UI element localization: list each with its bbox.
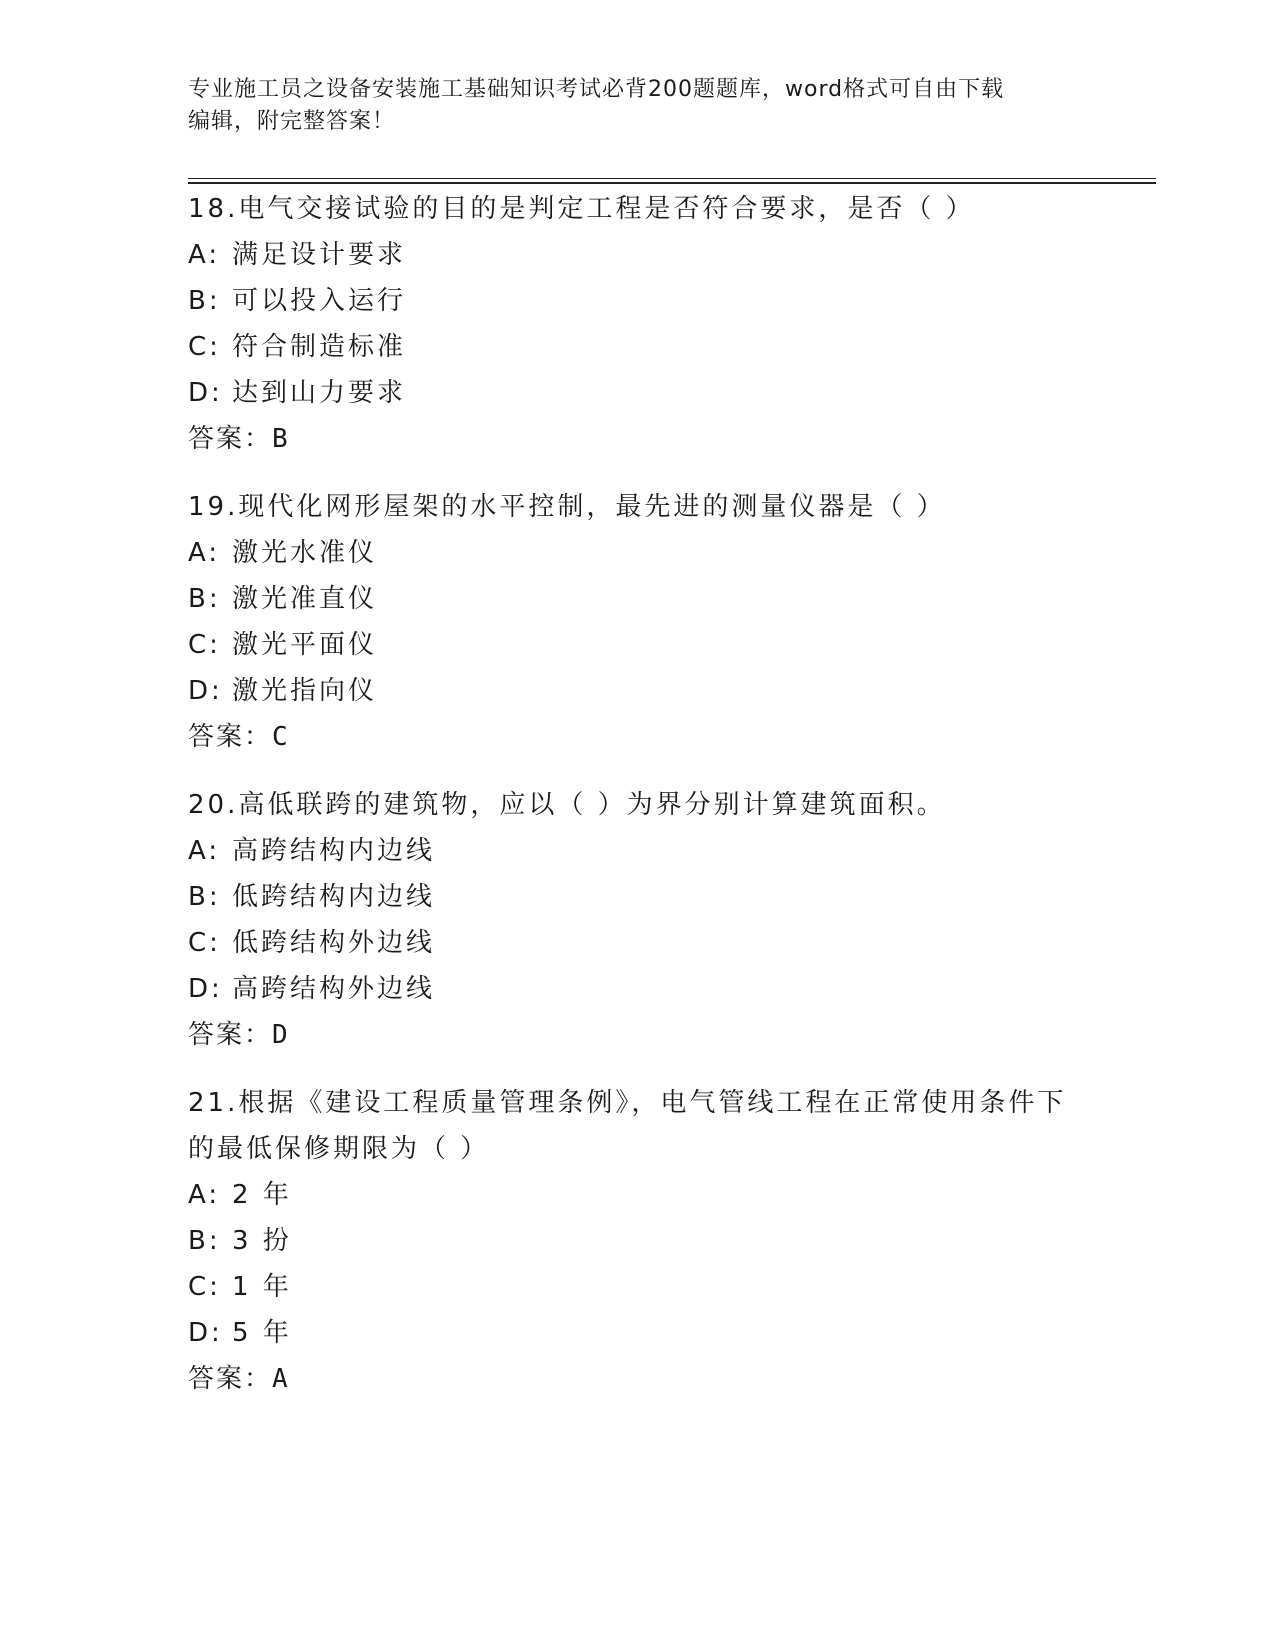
option-letter: A: — [188, 538, 221, 568]
option-c — [188, 324, 1088, 370]
option-b — [188, 278, 1088, 324]
document-header — [188, 74, 1068, 138]
option-text: 1 年 — [232, 1272, 292, 1302]
answer-label: 答案： — [188, 1020, 273, 1050]
option-text: 激光水准仪 — [232, 538, 378, 568]
answer-label: 答案： — [188, 722, 273, 752]
answer-value: D — [272, 1020, 290, 1050]
question-18 — [188, 186, 1088, 462]
option-letter: C: — [188, 1272, 221, 1302]
option-d — [188, 370, 1088, 416]
option-c — [188, 1264, 1088, 1310]
option-text: 可以投入运行 — [232, 286, 407, 316]
option-letter: C: — [188, 928, 221, 958]
option-text: 激光准直仪 — [232, 584, 378, 614]
answer-line — [188, 714, 1088, 760]
header-line-1: 专业施工员之设备安装施工基础知识考试必背200题题库，word格式可自由下载 — [188, 77, 1005, 102]
option-letter: C: — [188, 630, 221, 660]
answer-label: 答案： — [188, 424, 273, 454]
option-letter: B: — [188, 584, 221, 614]
option-text: 激光指向仪 — [232, 676, 378, 706]
answer-value: C — [272, 722, 290, 752]
option-a — [188, 1172, 1088, 1218]
option-letter: C: — [188, 332, 221, 362]
option-text: 激光平面仪 — [232, 630, 378, 660]
option-letter: A: — [188, 836, 221, 866]
option-b — [188, 874, 1088, 920]
answer-line — [188, 416, 1088, 462]
option-text: 满足设计要求 — [232, 240, 407, 270]
answer-label: 答案： — [188, 1364, 273, 1394]
option-c — [188, 622, 1088, 668]
question-stem: 18.电气交接试验的目的是判定工程是否符合要求，是否（ ） — [188, 194, 975, 224]
answer-line — [188, 1012, 1088, 1058]
header-line-2: 编辑，附完整答案！ — [188, 109, 396, 134]
option-d — [188, 966, 1088, 1012]
option-letter: A: — [188, 1180, 221, 1210]
answer-line — [188, 1356, 1088, 1402]
option-c — [188, 920, 1088, 966]
option-text: 符合制造标准 — [232, 332, 407, 362]
header-divider-thick — [188, 182, 1156, 184]
option-a — [188, 828, 1088, 874]
question-20 — [188, 782, 1088, 1058]
option-letter: D: — [188, 1318, 223, 1348]
question-19 — [188, 484, 1088, 760]
answer-value: B — [272, 424, 290, 454]
option-text: 5 年 — [232, 1318, 292, 1348]
option-b — [188, 576, 1088, 622]
option-text: 高跨结构外边线 — [232, 974, 436, 1004]
option-text: 高跨结构内边线 — [232, 836, 436, 866]
question-stem: 20.高低联跨的建筑物，应以（ ）为界分别计算建筑面积。 — [188, 790, 946, 820]
option-b — [188, 1218, 1088, 1264]
option-text: 低跨结构外边线 — [232, 928, 436, 958]
option-d — [188, 1310, 1088, 1356]
option-letter: B: — [188, 286, 221, 316]
question-stem: 19.现代化网形屋架的水平控制，最先进的测量仪器是（ ） — [188, 492, 946, 522]
option-text: 2 年 — [232, 1180, 292, 1210]
option-letter: D: — [188, 676, 223, 706]
option-letter: B: — [188, 882, 221, 912]
option-text: 低跨结构内边线 — [232, 882, 436, 912]
header-divider-thin — [188, 178, 1156, 179]
option-a — [188, 530, 1088, 576]
option-letter: A: — [188, 240, 221, 270]
question-stem: 21.根据《建设工程质量管理条例》，电气管线工程在正常使用条件下的最低保修期限为（ ） — [188, 1088, 1067, 1164]
question-21 — [188, 1080, 1088, 1402]
option-d — [188, 668, 1088, 714]
option-letter: D: — [188, 378, 223, 408]
option-text: 达到山力要求 — [232, 378, 407, 408]
answer-value: A — [272, 1364, 290, 1394]
option-letter: D: — [188, 974, 223, 1004]
option-text: 3 扮 — [232, 1226, 292, 1256]
option-letter: B: — [188, 1226, 221, 1256]
option-a — [188, 232, 1088, 278]
